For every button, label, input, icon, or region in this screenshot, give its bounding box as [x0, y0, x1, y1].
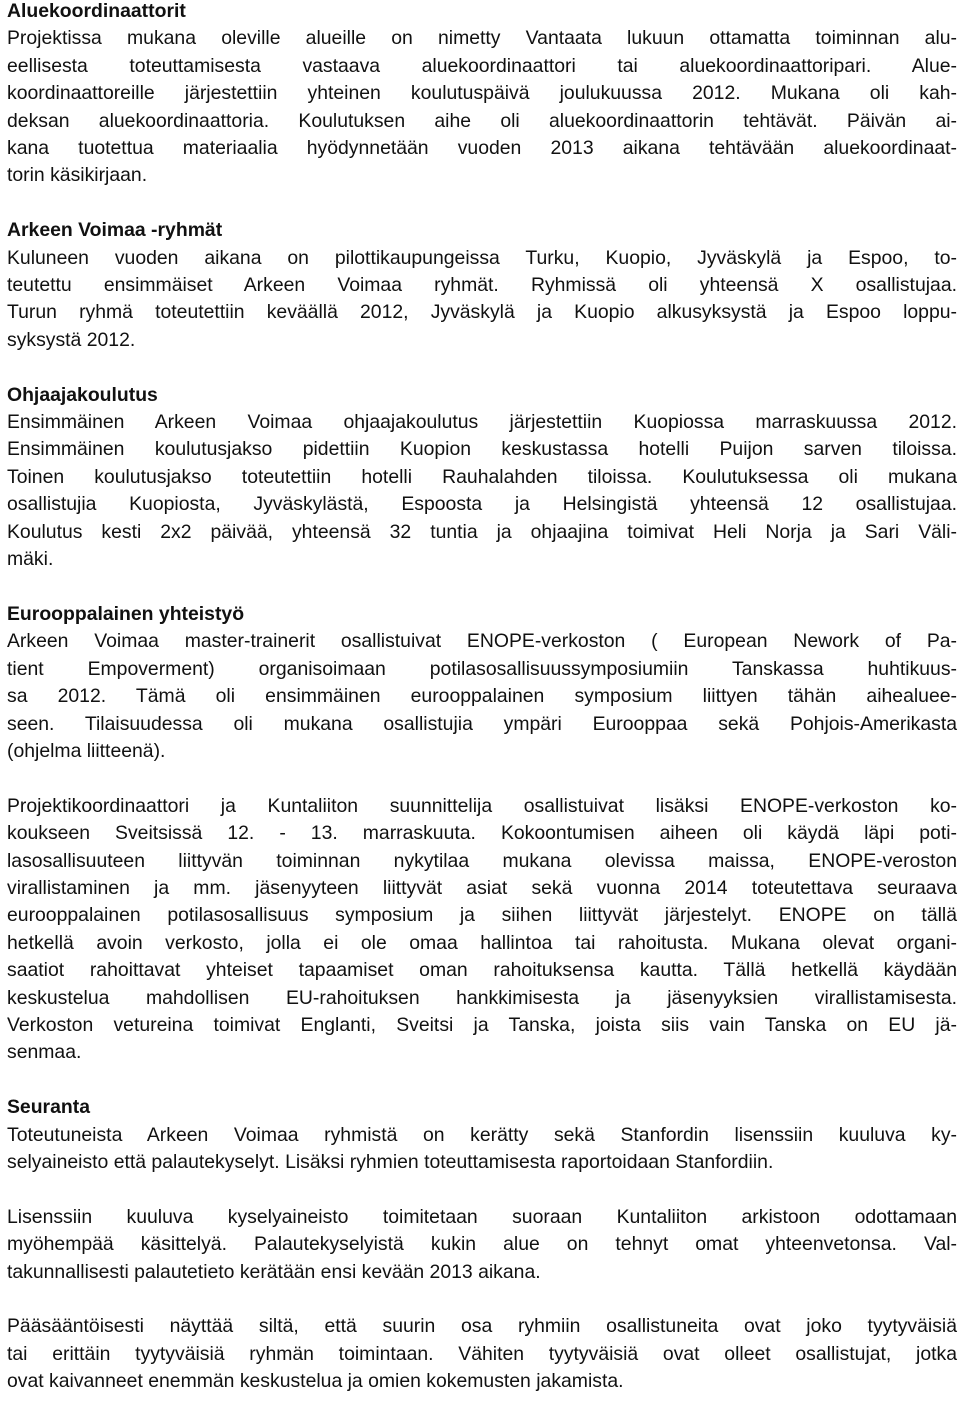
text-line: osallistujia Kuopiosta, Jyväskylästä, Espoosta ja Helsingistä yhteensä 12 osallistujaa.: [7, 493, 957, 516]
text-line: hetkellä avoin verkosto, jolla ei ole omaa hallintoa tai rahoitusta. Mukana olevat organi-: [7, 931, 957, 954]
text-line: virallistaminen ja mm. jäsenyyteen liittyvät asiat sekä vuonna 2014 toteutettava seuraava: [7, 876, 957, 899]
text-line: Pääsääntöisesti näyttää siltä, että suurin osa ryhmiin osallistuneita ovat joko tyytyväisiä: [7, 1315, 957, 1338]
text-line: Projektikoordinaattori ja Kuntaliiton suunnittelija osallistuivat lisäksi ENOPE-verkoston ko-: [7, 794, 957, 817]
text-line: Kuluneen vuoden aikana on pilottikaupungeissa Turku, Kuopio, Jyväskylä ja Espoo, to-: [7, 246, 957, 269]
text-line: Arkeen Voimaa master-trainerit osallistuivat ENOPE-verkoston ( European Nework of Pa-: [7, 630, 957, 653]
section: [7, 217, 957, 354]
text-line: tient Empoverment) organisoimaan potilasosallisuussymposiumiin Tanskassa huhtikuus-: [7, 657, 957, 680]
paragraph-spacer: [7, 1176, 957, 1203]
text-line: deksan aluekoordinaattoria. Koulutuksen aihe oli aluekoordinaattorin tehtävät. Päivän ai-: [7, 109, 957, 132]
text-line: syksystä 2012.: [7, 328, 136, 351]
section-heading: Aluekoordinaattorit: [7, 0, 186, 22]
text-line: lasosallisuuteen liittyvän toiminnan nykytilaa mukana olevissa maissa, ENOPE-veroston: [7, 849, 957, 872]
text-line: Koulutus kesti 2x2 päivää, yhteensä 32 tuntia ja ohjaajina toimivat Heli Norja ja Sari Väli-: [7, 520, 957, 543]
document: [7, 0, 957, 1396]
section: [7, 0, 957, 190]
paragraph: [7, 1204, 957, 1286]
text-line: ovat kaivanneet enemmän keskustelua ja omien kokemusten jakamista.: [7, 1370, 624, 1393]
paragraph: [7, 1122, 957, 1177]
paragraph: [7, 628, 957, 765]
text-line: Projektissa mukana oleville alueille on nimetty Vantaata lukuun ottamatta toiminnan alu-: [7, 27, 957, 50]
section: [7, 1094, 957, 1395]
text-line: koordinaattoreille järjestettiin yhteinen koulutuspäivä joulukuussa 2012. Mukana oli kah-: [7, 82, 957, 105]
text-line: seen. Tilaisuudessa oli mukana osallistujia ympäri Eurooppaa sekä Pohjois-Amerikasta: [7, 712, 957, 735]
text-line: eurooppalainen potilasosallisuus symposium ja siihen liittyvät järjestelyt. ENOPE on tällä: [7, 904, 957, 927]
text-line: Turun ryhmä toteutettiin keväällä 2012, Jyväskylä ja Kuopio alkusyksystä ja Espoo loppu-: [7, 301, 957, 324]
paragraph: [7, 409, 957, 573]
text-line: Ensimmäinen Arkeen Voimaa ohjaajakoulutus järjestettiin Kuopiossa marraskuussa 2012.: [7, 411, 957, 434]
paragraph-spacer: [7, 765, 957, 792]
text-line: tai erittäin tyytyväisiä ryhmän toimintaan. Vähiten tyytyväisiä ovat olleet osallistujat, jotka: [7, 1342, 957, 1365]
text-line: Lisenssiin kuuluva kyselyaineisto toimitetaan suoraan Kuntaliiton arkistoon odottamaan: [7, 1205, 957, 1228]
section-spacer: [7, 574, 957, 601]
text-line: sa 2012. Tämä oli ensimmäinen eurooppalainen symposium liittyen tähän aihealuee-: [7, 685, 957, 708]
text-line: keskustelua mahdollisen EU-rahoituksen hankkimisesta ja jäsenyyksien virallistamisesta.: [7, 986, 957, 1009]
text-line: torin käsikirjaan.: [7, 164, 148, 187]
text-line: Verkoston vetureina toimivat Englanti, Sveitsi ja Tanska, joista siis vain Tanska on EU jä-: [7, 1013, 957, 1036]
text-line: teutettu ensimmäiset Arkeen Voimaa ryhmät. Ryhmissä oli yhteensä X osallistujaa.: [7, 274, 957, 297]
paragraph: [7, 1313, 957, 1395]
text-line: Ensimmäinen koulutusjakso pidettiin Kuopion keskustassa hotelli Puijon sarven tiloissa.: [7, 438, 957, 461]
section-heading: Eurooppalainen yhteistyö: [7, 602, 245, 625]
text-line: eellisesta toteuttamisesta vastaava aluekoordinaattori tai aluekoordinaattoripari. Alue-: [7, 54, 957, 77]
section: [7, 382, 957, 574]
text-line: koukseen Sveitsissä 12. - 13. marraskuuta. Kokoontumisen aiheen oli käydä läpi poti-: [7, 822, 957, 845]
text-line: (ohjelma liitteenä).: [7, 739, 166, 762]
text-line: selyaineisto että palautekyselyt. Lisäksi ryhmien toteuttamisesta raportoidaan Stanfordiin.: [7, 1150, 774, 1173]
text-line: senmaa.: [7, 1041, 82, 1064]
section-spacer: [7, 354, 957, 381]
text-line: takunnallisesti palautetieto kerätään ensi kevään 2013 aikana.: [7, 1260, 541, 1283]
text-line: Toteutuneista Arkeen Voimaa ryhmistä on kerätty sekä Stanfordin lisenssiin kuuluva ky-: [7, 1123, 957, 1146]
paragraph-spacer: [7, 1286, 957, 1313]
text-line: saatiot rahoittavat yhteiset tapaamiset oman rahoituksensa kautta. Tällä hetkellä käydään: [7, 959, 957, 982]
text-line: Toinen koulutusjakso toteutettiin hotelli Rauhalahden tiloissa. Koulutuksessa oli mukana: [7, 465, 957, 488]
text-line: kana tuotettua materiaalia hyödynnetään vuoden 2013 aikana tehtävään aluekoordinaat-: [7, 137, 957, 160]
text-line: myöhempää käsittelyä. Palautekyselyistä kukin alue on tehnyt omat yhteenvetonsa. Val-: [7, 1233, 957, 1256]
paragraph: [7, 245, 957, 355]
section-spacer: [7, 1067, 957, 1094]
section-spacer: [7, 190, 957, 217]
section-heading: Seuranta: [7, 1096, 90, 1119]
text-line: mäki.: [7, 548, 54, 571]
section: [7, 601, 957, 1067]
section-heading: Arkeen Voimaa -ryhmät: [7, 219, 223, 242]
paragraph: [7, 793, 957, 1067]
paragraph: [7, 25, 957, 189]
section-heading: Ohjaajakoulutus: [7, 383, 158, 406]
